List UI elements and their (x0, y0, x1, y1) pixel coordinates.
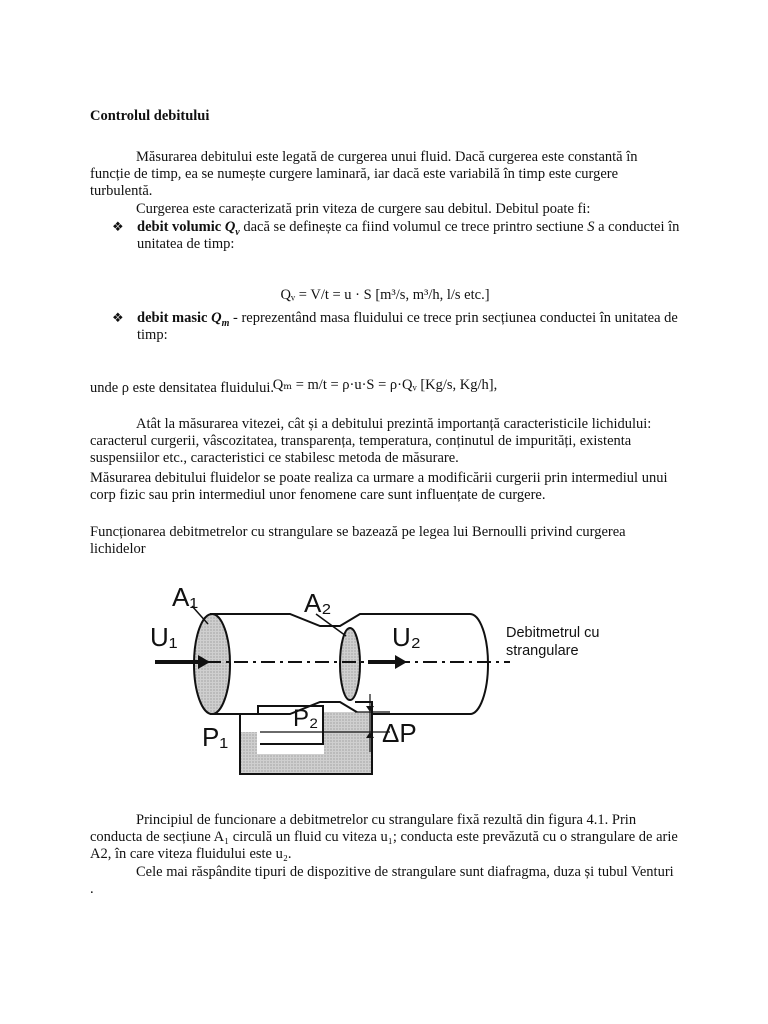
symbol-qm: Q (211, 310, 222, 326)
label-p1: P₁ (202, 722, 229, 752)
diamond-bullet-icon: ❖ (112, 311, 124, 326)
label-u1: U₁ (150, 622, 178, 652)
label-dp: ΔP (382, 718, 417, 748)
label-u2: U₂ (392, 622, 421, 652)
bernoulli-paragraph: Funcționarea debitmetrelor cu strangulare se bazează pe legea lui Bernoulli privind curgerea lichidelor (90, 524, 626, 557)
section-a2-ellipse (340, 628, 360, 700)
characterization-paragraph: Curgerea este caracterizată prin viteza de curgere sau debitul. Debitul poate fi: (136, 201, 591, 217)
properties-paragraph: Atât la măsurarea vitezei, cât și a debitului prezintă importanță caracteristicile lichidului: caracterul curgerii, vâscozitatea, transparența, temperatura, conținutul de impurități, existenta suspensiilor etc., caracteristici ce stabilesc metoda de măsurare. (90, 416, 652, 466)
label-a1: A₁ (172, 584, 199, 612)
bullet-debit-masic-text (137, 310, 680, 344)
liquid-bottom (241, 754, 371, 773)
intro-paragraph: Măsurarea debitului este legată de curgerea unui fluid. Dacă curgerea este constantă în funcție de timp, ea se numește curgere laminară, iar dacă este variabilă în timp este curgere turbulentă. (90, 149, 638, 199)
figure-caption-text: Debitmetrul cu strangulare (506, 625, 600, 659)
bullet-volumic-def-2: a conductei în unitatea de timp: (137, 219, 680, 252)
measurement-paragraph: Măsurarea debitului fluidelor se poate realiza ca urmare a modificării curgerii prin intermediul unui corp fizic sau prin intermediul unor fenomene care sunt influențate de curgere. (90, 470, 668, 503)
bullet-debit-volumic-text (137, 219, 680, 253)
bullet-debit-volumic (112, 219, 680, 253)
principle-paragraph: Principiul de funcionare a debitmetrelor cu strangulare fixă rezultă din figura 4.1. Prin conducta de secțiune A₁ circulă un fluid cu viteza u₁; conducta este prevăzută cu o strangulare de arie A2, în care viteza fluidului este u₂. (90, 812, 678, 862)
diamond-bullet-icon: ❖ (112, 220, 124, 235)
venturi-diagram (120, 584, 640, 784)
label-p2: P₂ (293, 705, 319, 732)
bullet-debit-masic (112, 310, 680, 344)
section-symbol-s: S (587, 219, 595, 235)
symbol-qv-sub: v (235, 226, 240, 238)
symbol-qm-sub: m (221, 317, 230, 329)
term-debit-volumic: debit volumic (137, 219, 222, 235)
figure-caption (506, 624, 626, 660)
label-a2: A₂ (304, 588, 332, 618)
symbol-qv: Q (224, 219, 236, 235)
devices-paragraph: Cele mai răspândite tipuri de dispozitive de strangulare sunt diafragma, duza și tubul Venturi . (90, 864, 674, 897)
formula-debit-volumic: Qᵥ = V/t = u · S [m³/s, m³/h, l/s etc.] (280, 286, 490, 303)
bullet-masic-def: - reprezentând masa fluidului ce trece prin secțiunea conductei în unitatea de timp: (137, 310, 678, 343)
formula-debit-masic: Qₘ = m/t = ρ·u·S = ρ·Qᵥ [Kg/s, Kg/h], (272, 376, 498, 393)
density-note: unde ρ este densitatea fluidului. (90, 380, 275, 396)
term-debit-masic: debit masic (137, 310, 208, 326)
section-title: Controlul debitului (90, 108, 210, 124)
bullet-volumic-def-1: dacă se definește ca fiind volumul ce trece printro sectiune (239, 219, 588, 235)
liquid-right-column (324, 712, 371, 754)
flow-arrow-u2-head (395, 655, 407, 669)
